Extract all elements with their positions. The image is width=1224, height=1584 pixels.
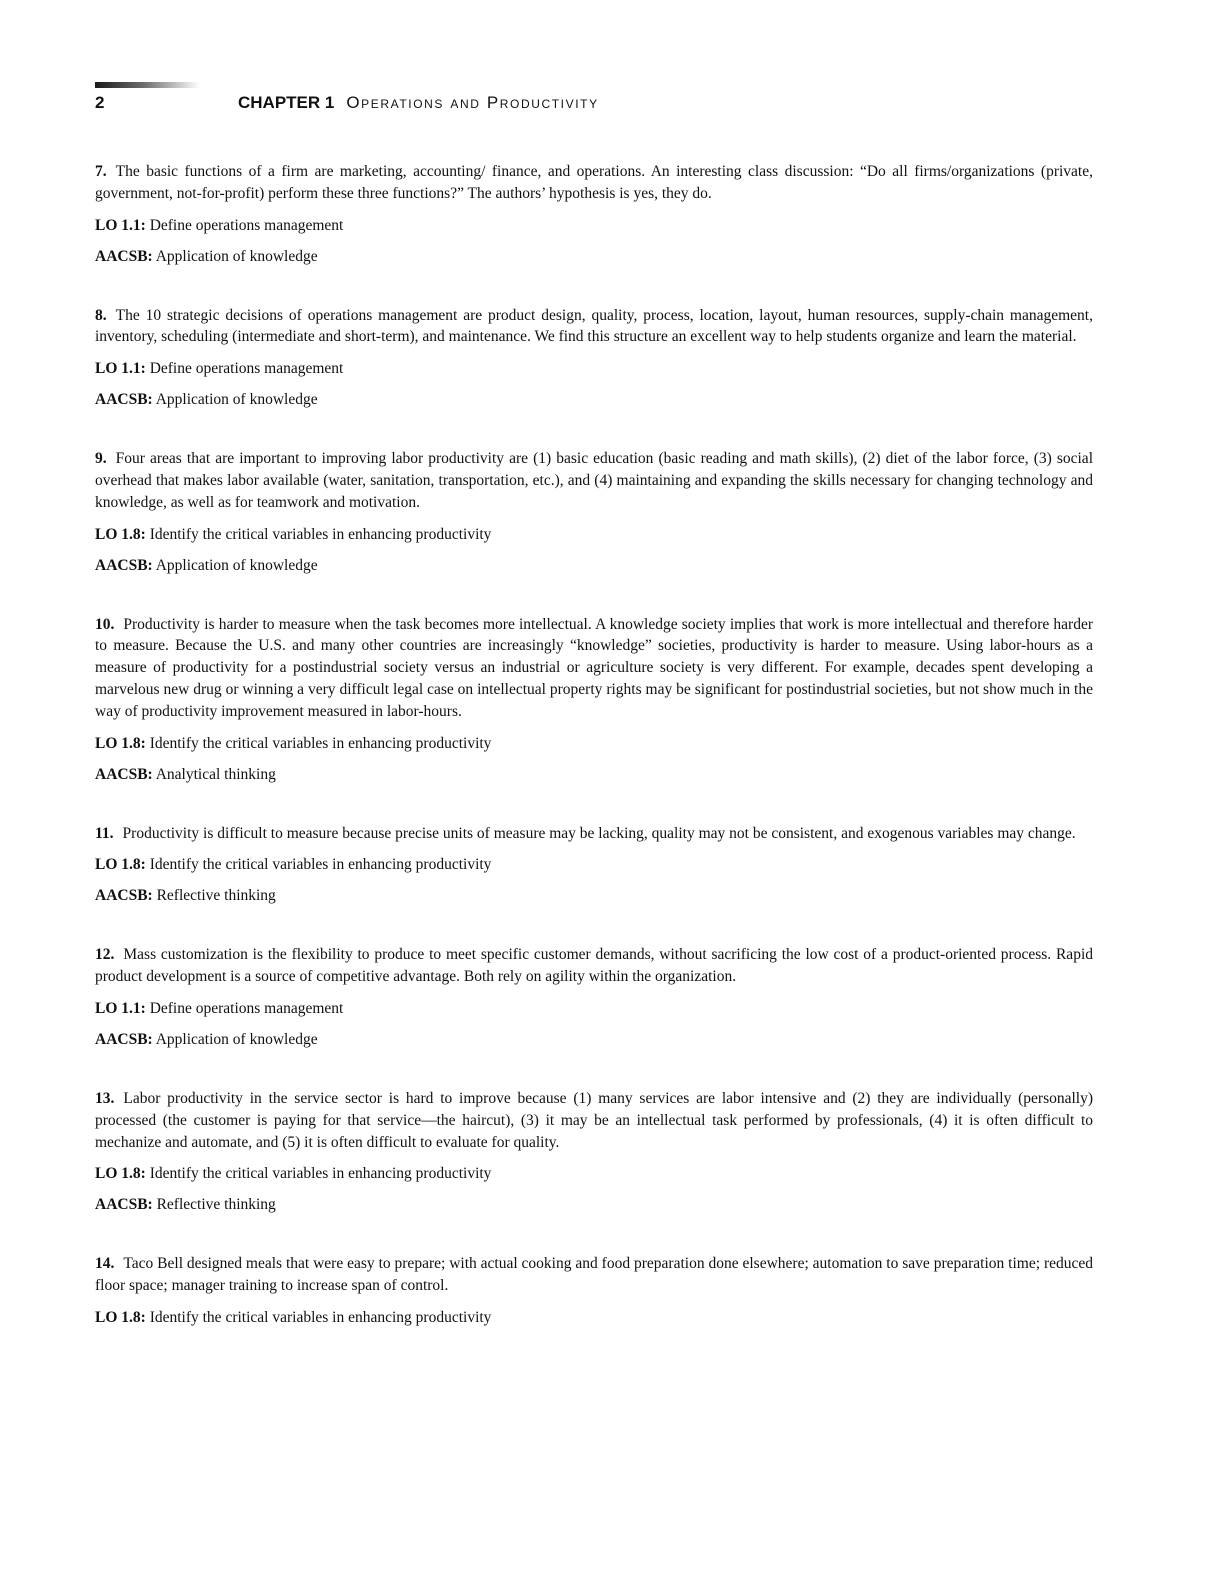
aacsb-label: AACSB:: [95, 391, 153, 409]
answer-number: 7.: [95, 163, 107, 180]
lo-text: Identify the critical variables in enhancing productivity: [145, 1165, 492, 1183]
learning-objective: [95, 1307, 1093, 1328]
answer-paragraph: [95, 1088, 1093, 1153]
answer-item-9: [95, 448, 1093, 575]
lo-text: Identify the critical variables in enhancing productivity: [145, 525, 492, 543]
lo-text: Identify the critical variables in enhancing productivity: [145, 1308, 492, 1326]
lo-label: LO 1.1:: [95, 999, 146, 1017]
answer-text: Four areas that are important to improving labor productivity are (1) basic education (basic reading and math skills), (2) diet of the labor force, (3) social overhead that makes labor available (water, sanitation, transportation, etc.), and (4) maintaining and expanding the skills necessary for changing technology and knowledge, as well as for teamwork and motivation.: [95, 450, 1093, 511]
aacsb-label: AACSB:: [95, 887, 153, 905]
answer-paragraph: [95, 448, 1093, 513]
chapter-heading: [238, 92, 599, 114]
learning-objective: [95, 854, 1093, 875]
lo-text: Identify the critical variables in enhancing productivity: [145, 734, 492, 752]
answer-paragraph: [95, 944, 1093, 988]
answer-text: The basic functions of a firm are marketing, accounting/ finance, and operations. An interesting class discussion: “Do all firms/organizations (private, government, not-for-profit) perform these three functions?” The authors’ hypothesis is yes, they do.: [95, 163, 1093, 202]
aacsb-tag: [95, 1194, 1093, 1215]
header-rule: [95, 82, 200, 88]
answer-number: 12.: [95, 946, 115, 964]
answer-number: 9.: [95, 450, 107, 468]
answer-number: 13.: [95, 1089, 115, 1107]
answer-text: Mass customization is the flexibility to produce to meet specific customer demands, without sacrificing the low cost of a product-oriented process. Rapid product development is a source of competitive advantage. Both rely on agility within the organization.: [95, 946, 1093, 986]
aacsb-text: Application of knowledge: [152, 247, 318, 265]
aacsb-label: AACSB:: [95, 1196, 153, 1214]
aacsb-text: Application of knowledge: [152, 556, 318, 574]
aacsb-label: AACSB:: [95, 247, 153, 265]
answer-item-13: [95, 1088, 1093, 1215]
learning-objective: [95, 215, 1093, 236]
aacsb-label: AACSB:: [95, 765, 153, 783]
learning-objective: [95, 524, 1093, 545]
aacsb-label: AACSB:: [95, 1030, 153, 1048]
lo-label: LO 1.8:: [95, 1308, 146, 1326]
lo-label: LO 1.8:: [95, 734, 146, 752]
aacsb-text: Reflective thinking: [152, 887, 276, 905]
learning-objective: [95, 733, 1093, 754]
lo-text: Define operations management: [145, 999, 344, 1017]
aacsb-tag: [95, 246, 1093, 267]
answer-text: Labor productivity in the service sector is hard to improve because (1) many services are labor intensive and (2) they are individually (personally) processed (the customer is paying for that service—the haircut), (3) it may be an intellectual task performed by professionals, (4) it is often difficult to mechanize and automate, and (5) it is often difficult to evaluate for quality.: [95, 1089, 1093, 1151]
answer-item-12: [95, 944, 1093, 1050]
answer-text: Productivity is difficult to measure because precise units of measure may be lacking, quality may not be consistent, and exogenous variables may change.: [122, 824, 1076, 842]
answer-item-7: [95, 161, 1093, 267]
learning-objective: [95, 1163, 1093, 1184]
aacsb-label: AACSB:: [95, 556, 153, 574]
answer-paragraph: [95, 305, 1093, 349]
answer-text: Taco Bell designed meals that were easy to prepare; with actual cooking and food preparation done elsewhere; automation to save preparation time; reduced floor space; manager training to increase span of control.: [95, 1255, 1093, 1295]
aacsb-tag: [95, 555, 1093, 576]
lo-label: LO 1.8:: [95, 525, 146, 543]
aacsb-tag: [95, 1029, 1093, 1050]
answer-item-14: [95, 1253, 1093, 1328]
lo-text: Define operations management: [145, 360, 344, 378]
answer-number: 11.: [95, 824, 114, 842]
aacsb-text: Application of knowledge: [152, 1030, 318, 1048]
learning-objective: [95, 998, 1093, 1019]
learning-objective: [95, 358, 1093, 379]
lo-text: Identify the critical variables in enhancing productivity: [145, 856, 492, 874]
chapter-title: Operations and Productivity: [346, 93, 599, 112]
aacsb-tag: [95, 389, 1093, 410]
answer-number: 14.: [95, 1255, 115, 1273]
answer-number: 10.: [95, 615, 115, 633]
answer-text: Productivity is harder to measure when the task becomes more intellectual. A knowledge society implies that work is more intellectual and therefore harder to measure. Because the U.S. and many other countries are increasingly “knowledge” societies, productivity is harder to measure. Using labor-hours as a measure of productivity for a postindustrial society versus an industrial or agriculture society is very different. For example, decades spent developing a marvelous new drug or winning a very difficult legal case on intellectual property rights may be significant for postindustrial societies, but not show much in the way of productivity improvement measured in labor-hours.: [95, 615, 1093, 720]
answer-item-11: [95, 823, 1093, 907]
aacsb-tag: [95, 764, 1093, 785]
lo-label: LO 1.1:: [95, 216, 146, 234]
lo-label: LO 1.1:: [95, 360, 146, 378]
answer-item-10: [95, 614, 1093, 785]
aacsb-text: Analytical thinking: [152, 765, 276, 783]
lo-label: LO 1.8:: [95, 856, 146, 874]
lo-text: Define operations management: [145, 216, 344, 234]
answer-paragraph: [95, 1253, 1093, 1297]
answer-paragraph: [95, 161, 1093, 205]
page-number: 2: [95, 93, 105, 112]
answer-paragraph: [95, 823, 1093, 845]
answer-text: The 10 strategic decisions of operations management are product design, quality, process, location, layout, human resources, supply-chain management, inventory, scheduling (intermediate and short-term), and maintenance. We find this structure an excellent way to help students organize and learn the material.: [95, 306, 1093, 346]
answer-number: 8.: [95, 306, 107, 324]
answer-list: [95, 161, 1093, 1366]
lo-label: LO 1.8:: [95, 1165, 146, 1183]
aacsb-text: Application of knowledge: [152, 391, 318, 409]
aacsb-tag: [95, 885, 1093, 906]
answer-item-8: [95, 305, 1093, 411]
chapter-label: CHAPTER 1: [238, 93, 335, 112]
answer-paragraph: [95, 614, 1093, 723]
aacsb-text: Reflective thinking: [152, 1196, 276, 1214]
